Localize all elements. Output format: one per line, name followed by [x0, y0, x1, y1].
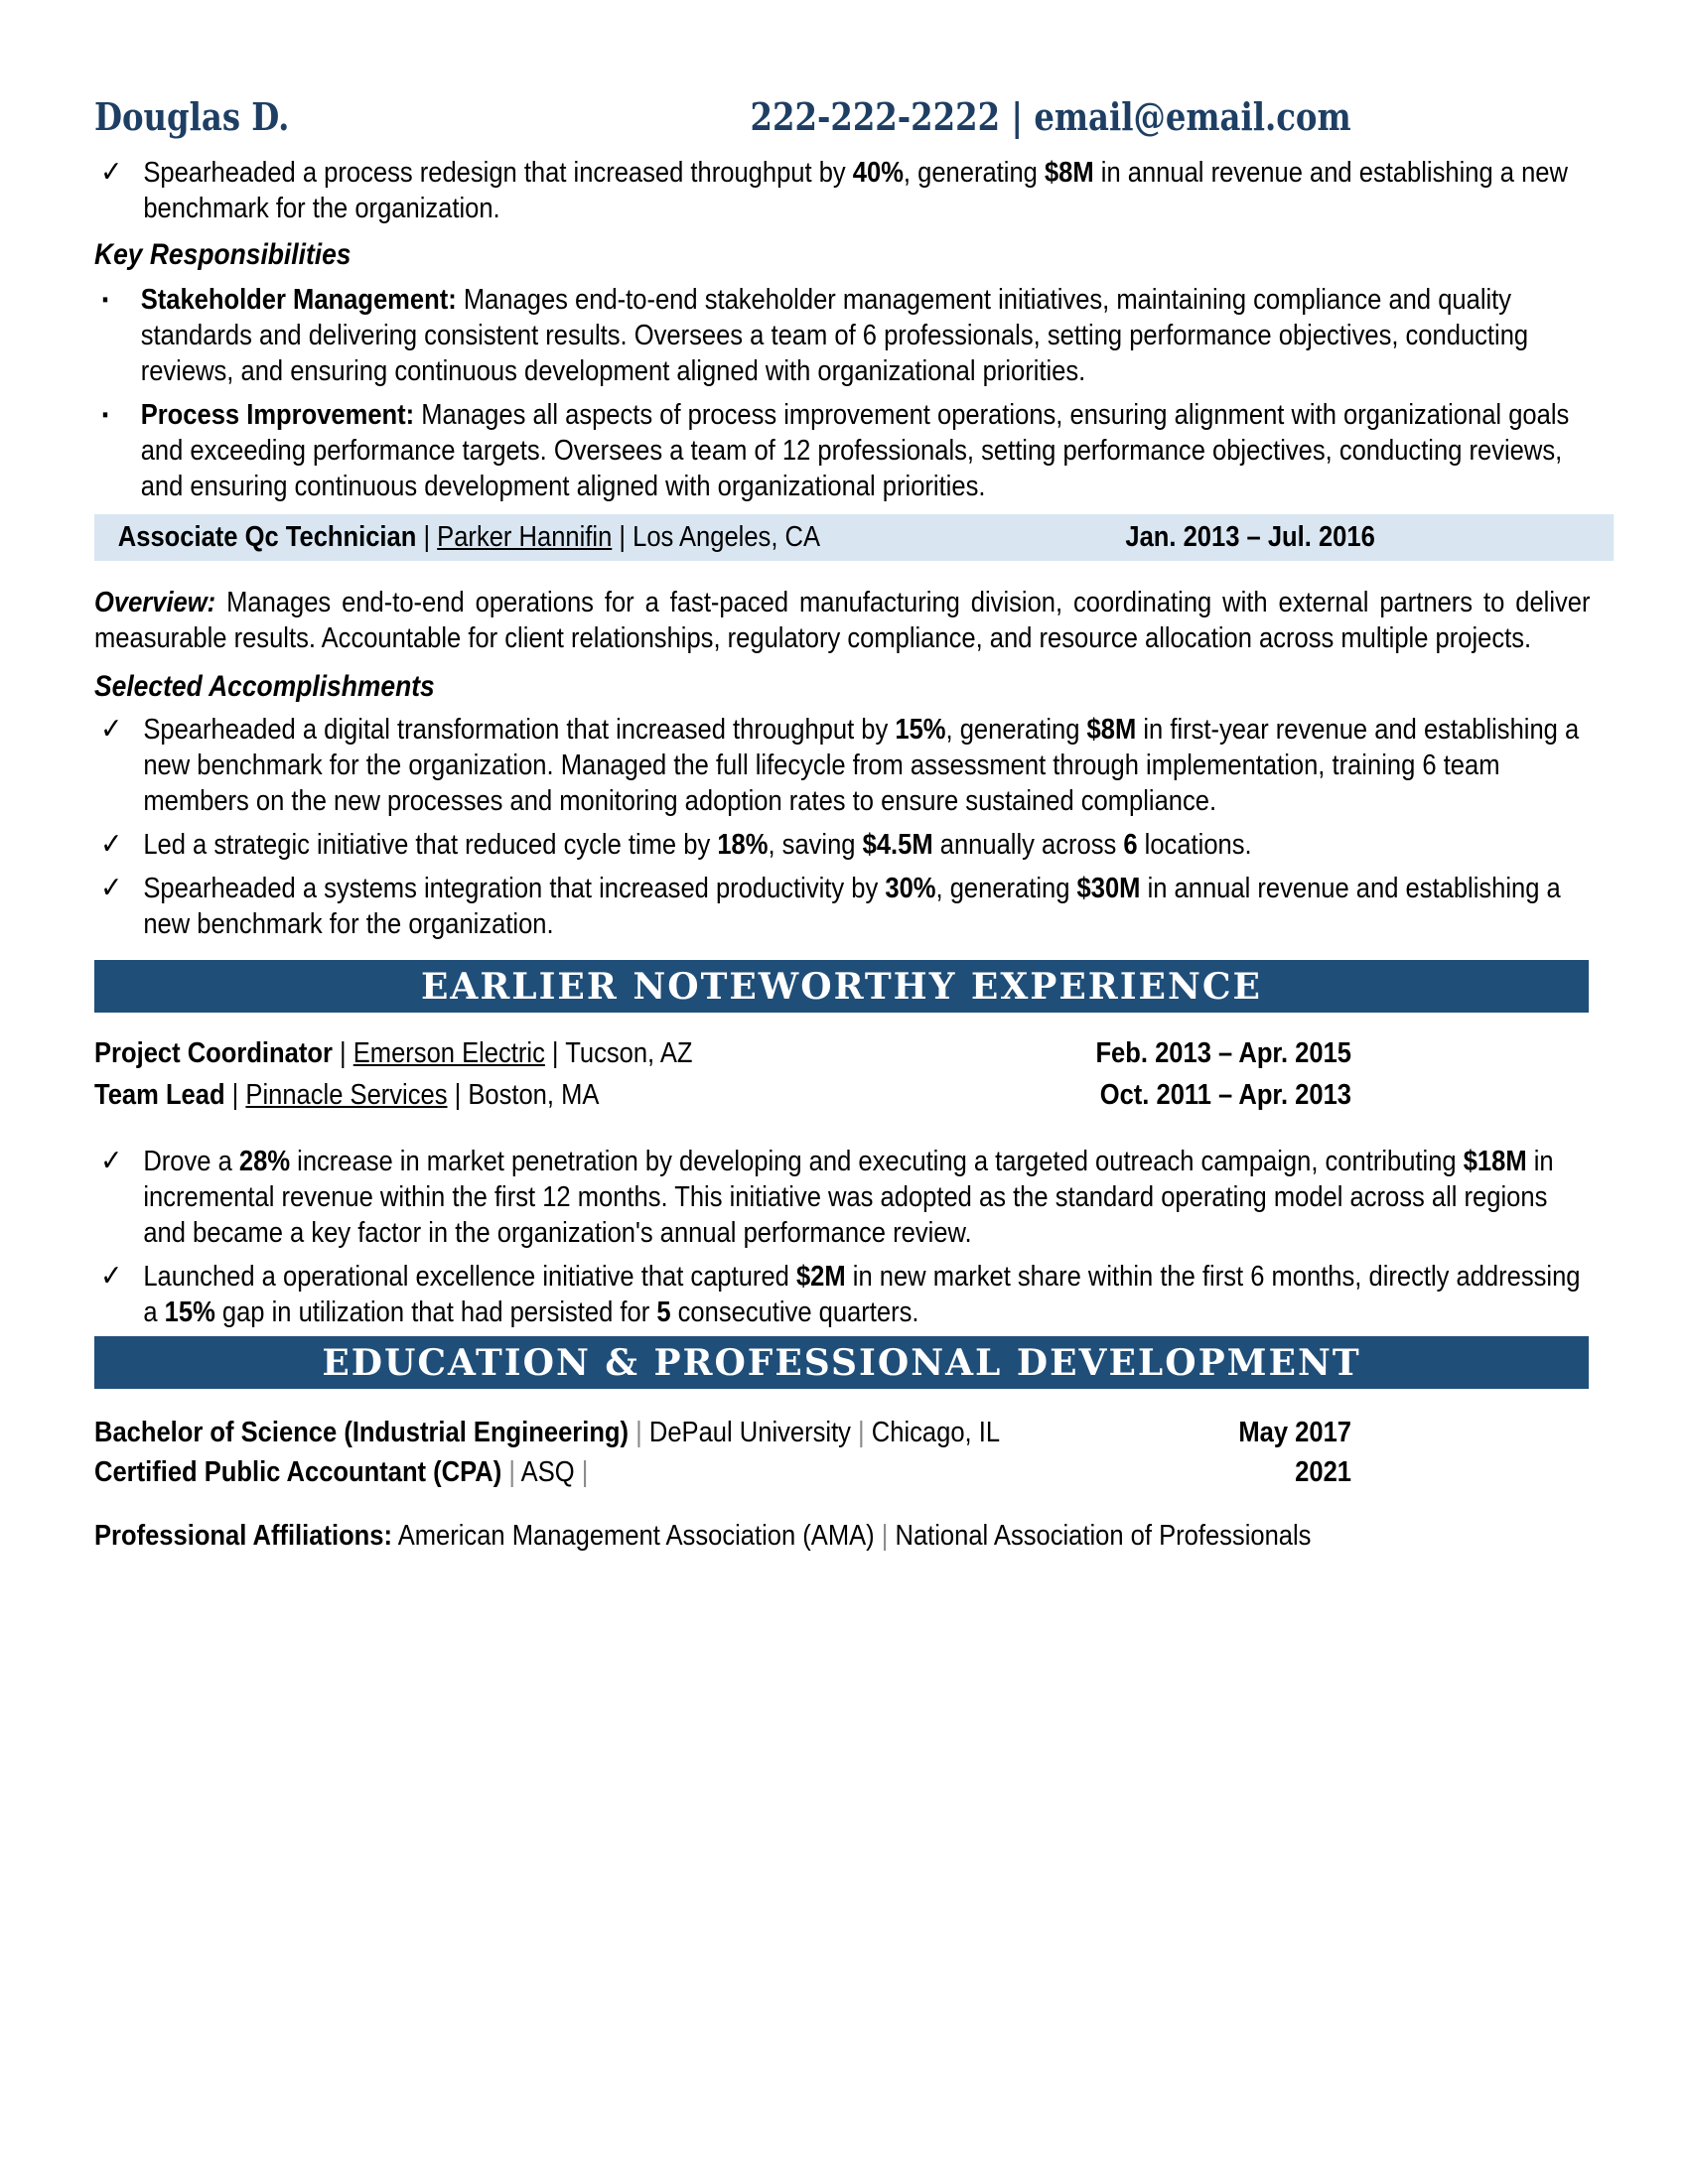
square-bullet-icon: ▪ — [101, 404, 109, 426]
role-text: Team Lead | Pinnacle Services | Boston, MA — [94, 1079, 600, 1111]
accomplishment-item — [94, 712, 1591, 819]
accomplishment-item — [94, 827, 1591, 863]
responsibility-item — [94, 282, 1591, 389]
role-dates: Feb. 2013 – Apr. 2015 — [1095, 1037, 1351, 1069]
role-row — [94, 1074, 1591, 1116]
experience-bullet — [94, 1144, 1591, 1251]
overview-paragraph: Overview: Manages end-to-end operations for a fast-paced manufacturing division, coordinating with external partners to deliver measurable results. Accountable for client relationships, regulatory compliance, and resource allocation across multiple projects. — [94, 587, 1591, 654]
check-icon: ✓ — [100, 872, 123, 904]
check-icon: ✓ — [100, 1145, 123, 1177]
experience-bullet-text: Drove a 28% increase in market penetration by developing and executing a targeted outreach campaign, contributing $18M in incremental revenue within the first 12 months. This initiative was adopted as the standard operating model across all regions and became a key factor in the organization's annual performance review. — [143, 1146, 1554, 1249]
responsibility-item — [94, 397, 1591, 504]
check-icon: ✓ — [100, 156, 123, 189]
education-row — [94, 1452, 1591, 1492]
responsibility-text: Stakeholder Management: Manages end-to-end stakeholder management initiatives, maintaining compliance and quality standards and delivering consistent results. Oversees a team of 6 professionals, setting performance objectives, conducting reviews, and ensuring continuous development aligned with organizational priorities. — [140, 284, 1529, 387]
affiliations-line: Professional Affiliations: American Management Association (AMA) | National Association of Professionals — [94, 1520, 1312, 1552]
education-date: 2021 — [1295, 1456, 1351, 1488]
check-icon: ✓ — [100, 1260, 123, 1293]
banner-earlier-experience: EARLIER NOTEWORTHY EXPERIENCE — [94, 960, 1589, 1013]
job-title-text: Associate Qc Technician | Parker Hannifin | Los Angeles, CA — [117, 521, 821, 553]
role-row — [94, 1032, 1591, 1074]
education-text: Bachelor of Science (Industrial Engineering) | DePaul University | Chicago, IL — [94, 1417, 1001, 1448]
job-dates: Jan. 2013 – Jul. 2016 — [1125, 521, 1375, 553]
section-heading-key-responsibilities: Key Responsibilities — [94, 238, 352, 271]
accomplishment-item — [94, 871, 1591, 942]
responsibility-text: Process Improvement: Manages all aspects of process improvement operations, ensuring alignment with organizational goals and exceeding performance targets. Oversees a team of 12 professionals, setting performance objectives, conducting reviews, and ensuring continuous development aligned with organizational priorities. — [140, 399, 1570, 502]
role-dates: Oct. 2011 – Apr. 2013 — [1099, 1079, 1351, 1111]
job-title-bar — [94, 514, 1614, 561]
check-icon: ✓ — [100, 713, 123, 746]
contact-info: 222-222-2222 | email@email.com — [750, 94, 1351, 139]
accomplishment-text: Spearheaded a systems integration that increased productivity by 30%, generating $30M in annual revenue and establishing a new benchmark for the organization. — [143, 873, 1561, 940]
role-text: Project Coordinator | Emerson Electric | Tucson, AZ — [94, 1037, 693, 1069]
accomplishment-text: Led a strategic initiative that reduced cycle time by 18%, saving $4.5M annually across 6 locations. — [143, 829, 1252, 861]
check-icon: ✓ — [100, 828, 123, 861]
education-rows — [94, 1413, 1591, 1492]
summary-bullet — [94, 155, 1591, 226]
square-bullet-icon: ▪ — [101, 289, 109, 311]
banner-education: EDUCATION & PROFESSIONAL DEVELOPMENT — [94, 1336, 1589, 1389]
accomplishment-text: Spearheaded a digital transformation that increased throughput by 15%, generating $8M in first-year revenue and establishing a new benchmark for the organization. Managed the full lifecycle from assessment through implementation, training 6 team members on the new processes and monitoring adoption rates to ensure sustained compliance. — [143, 714, 1580, 817]
experience-bullet — [94, 1259, 1591, 1330]
summary-bullet-text: Spearheaded a process redesign that increased throughput by 40%, generating $8M in annual revenue and establishing a new benchmark for the organization. — [143, 157, 1568, 224]
education-text: Certified Public Accountant (CPA) | ASQ | — [94, 1456, 589, 1488]
education-date: May 2017 — [1238, 1417, 1351, 1448]
earlier-roles — [94, 1032, 1591, 1116]
education-row — [94, 1413, 1591, 1452]
section-heading-selected-accomplishments: Selected Accomplishments — [94, 670, 435, 703]
header — [94, 95, 1589, 139]
candidate-name: Douglas D. — [94, 94, 290, 139]
experience-bullet-text: Launched a operational excellence initiative that captured $2M in new market share within the first 6 months, directly addressing a 15% gap in utilization that had persisted for 5 consecutive quarters. — [143, 1261, 1581, 1328]
